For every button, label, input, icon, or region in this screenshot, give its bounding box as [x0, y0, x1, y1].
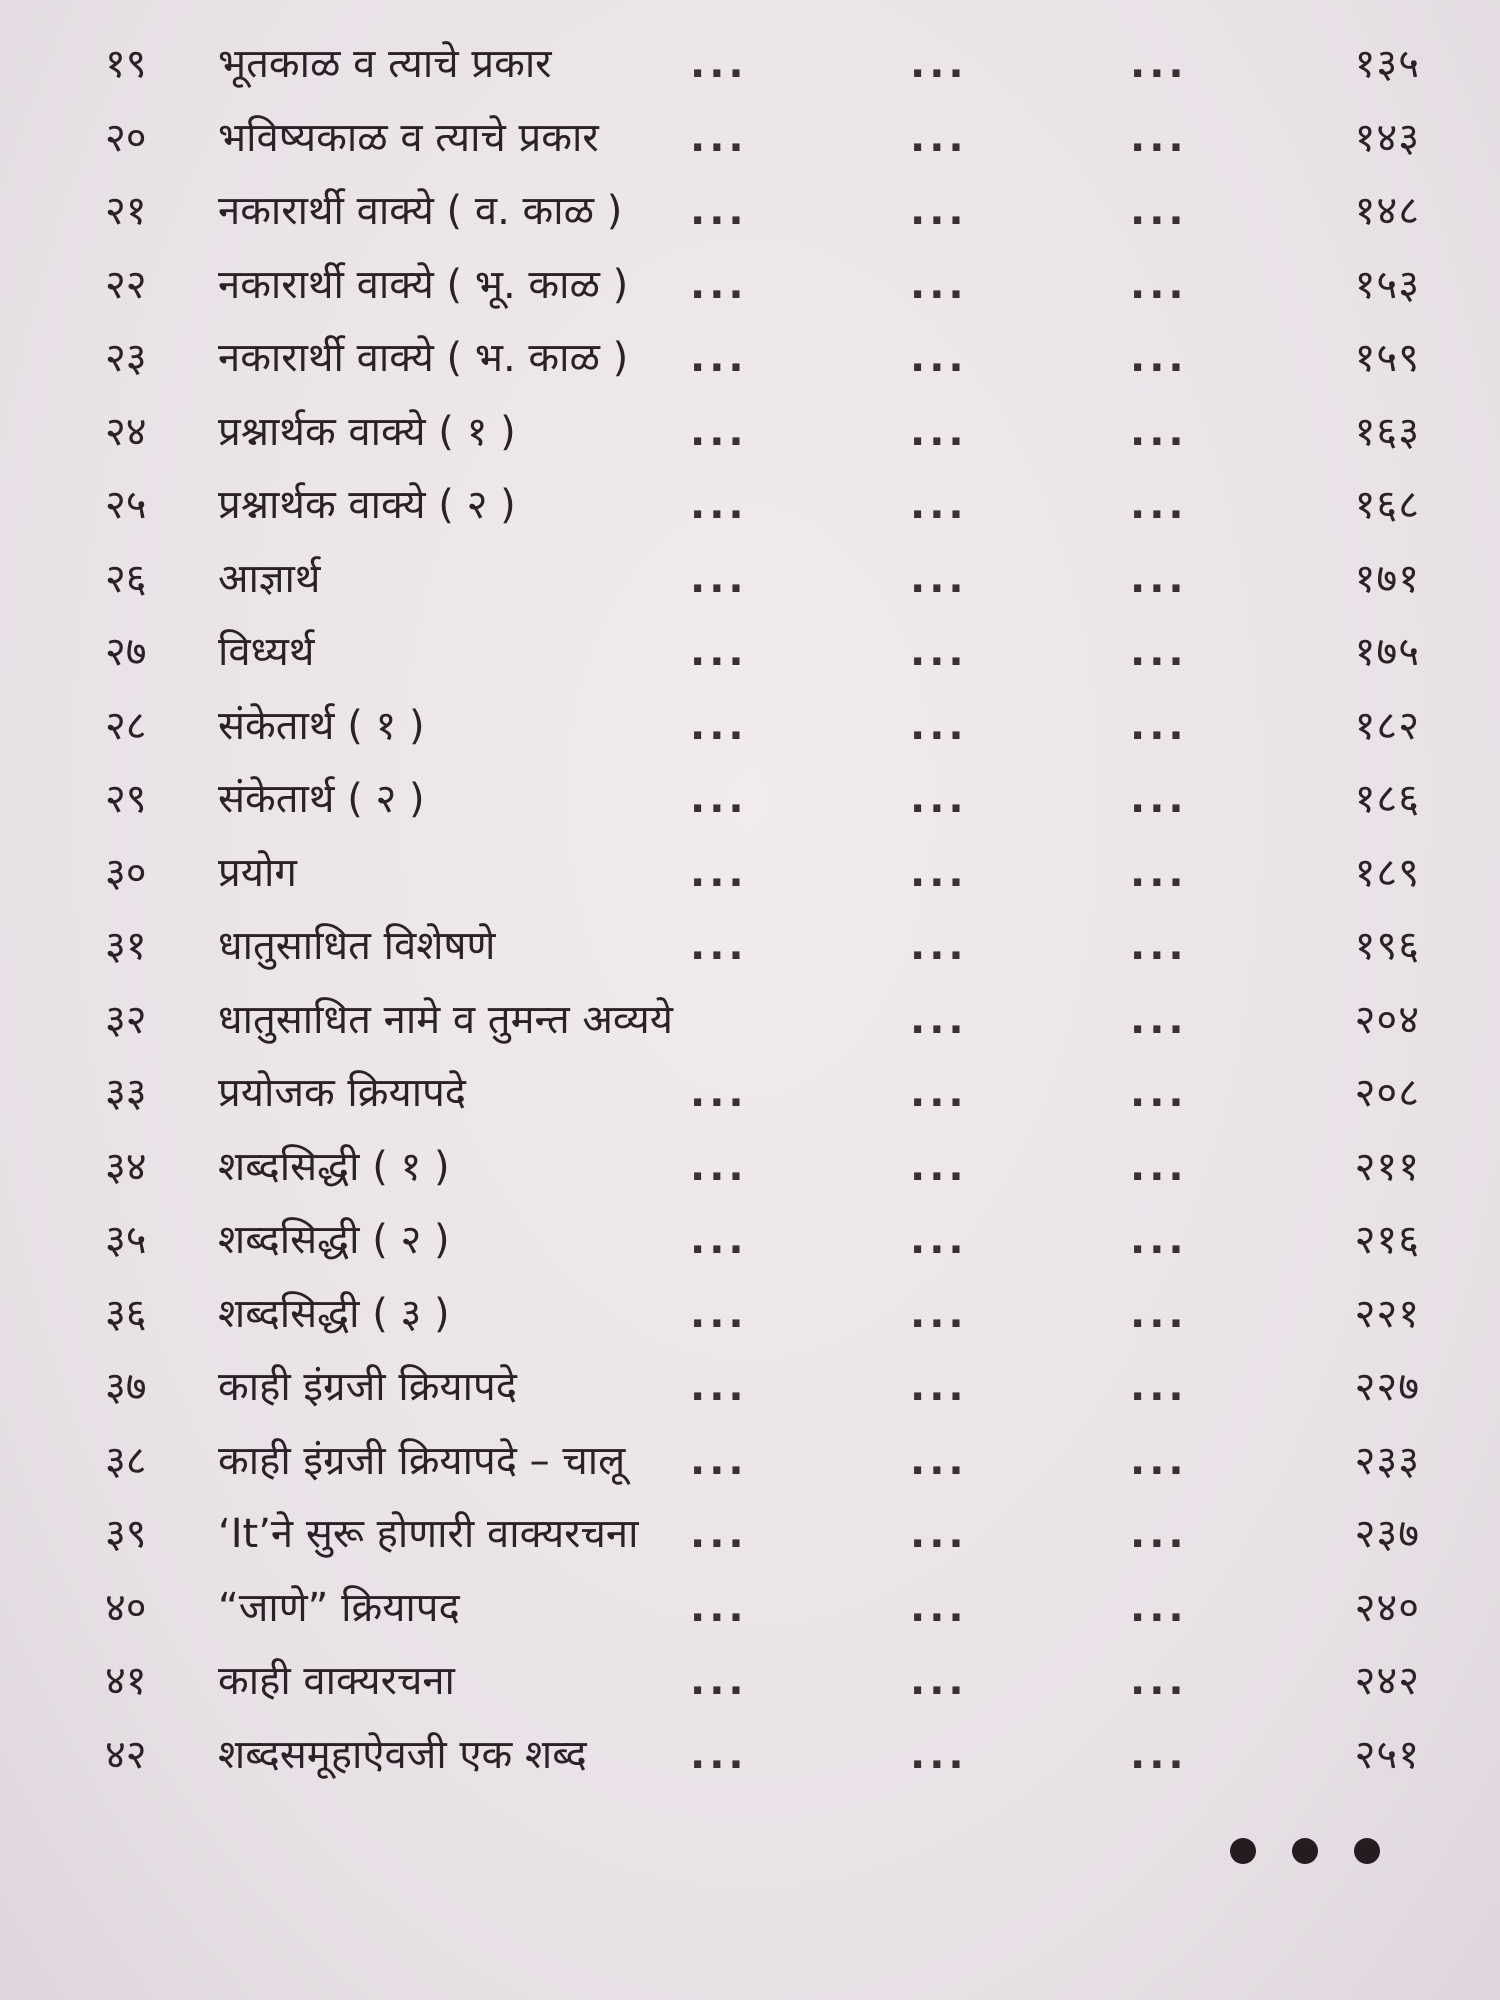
dot-leader: ... — [910, 1658, 968, 1704]
page-number: १६३ — [1354, 408, 1420, 455]
dot-leader: ... — [910, 41, 968, 87]
dot-leader: ... — [690, 114, 748, 161]
dot-leader: ... — [690, 1364, 748, 1410]
toc-entry — [90, 1057, 1420, 1131]
toc-entry — [90, 543, 1420, 617]
toc-entry — [90, 1425, 1420, 1499]
toc-entry — [90, 690, 1420, 764]
dot-leader: ... — [690, 482, 748, 528]
chapter-title: “जाणे” क्रियापद — [218, 1584, 460, 1631]
toc-entry — [90, 396, 1420, 470]
dot-leader: ... — [1130, 335, 1188, 381]
dot-leader: ... — [690, 41, 748, 87]
dot-leader: ... — [910, 114, 968, 161]
chapter-number: २५ — [105, 482, 147, 528]
toc-entry — [90, 469, 1420, 543]
dot-leader: ... — [1130, 776, 1188, 822]
chapter-number: ३८ — [105, 1437, 147, 1484]
dot-leader: ... — [1130, 1511, 1188, 1557]
dot-leader: ... — [1130, 114, 1188, 161]
dot-leader: ... — [910, 1290, 968, 1337]
toc-entry — [90, 910, 1420, 984]
dot-leader: ... — [1130, 1364, 1188, 1410]
dot-leader: ... — [690, 1290, 748, 1337]
chapter-number: ३१ — [105, 923, 147, 969]
page-number: १४८ — [1354, 188, 1420, 234]
chapter-number: २० — [105, 114, 147, 161]
dot-leader: ... — [690, 776, 748, 822]
dot-leader: ... — [690, 1658, 748, 1704]
dot-leader: ... — [1130, 1437, 1188, 1484]
toc-entry — [90, 1645, 1420, 1719]
chapter-number: १९ — [105, 41, 147, 87]
page-number: १५९ — [1354, 335, 1420, 381]
dot-leader: ... — [910, 408, 968, 455]
dot-leader: ... — [690, 555, 748, 602]
dot-leader: ... — [1130, 923, 1188, 969]
chapter-number: २३ — [105, 335, 147, 381]
dot-leader: ... — [1130, 41, 1188, 87]
dot-leader: ... — [910, 1364, 968, 1410]
chapter-number: ३४ — [105, 1143, 147, 1190]
dot-leader: ... — [1130, 1217, 1188, 1263]
chapter-title: प्रयोजक क्रियापदे — [218, 1070, 467, 1116]
page-number: २५१ — [1354, 1731, 1420, 1778]
dot-leader: ... — [690, 1217, 748, 1263]
page-number: २११ — [1354, 1143, 1420, 1190]
toc-entry — [90, 1719, 1420, 1793]
dot-leader: ... — [910, 923, 968, 969]
chapter-number: २९ — [105, 776, 147, 822]
toc-entry — [90, 763, 1420, 837]
page-number: १८६ — [1354, 776, 1420, 822]
chapter-title: भविष्यकाळ व त्याचे प्रकार — [218, 114, 599, 161]
dot-leader: ... — [1130, 188, 1188, 234]
chapter-title: धातुसाधित विशेषणे — [218, 923, 496, 969]
page-number: २३३ — [1354, 1437, 1420, 1484]
dot-leader: ... — [910, 1217, 968, 1263]
dot-leader: ... — [690, 1731, 748, 1778]
dot-leader: ... — [690, 849, 748, 896]
chapter-number: ४२ — [105, 1731, 147, 1778]
page-number: १७१ — [1354, 555, 1420, 602]
dot-leader: ... — [910, 1584, 968, 1631]
end-ornament — [1220, 1828, 1400, 1868]
page-number: २४२ — [1354, 1658, 1420, 1704]
toc-entry — [90, 1572, 1420, 1646]
page-number: १८२ — [1354, 702, 1420, 749]
dot-leader: ... — [910, 335, 968, 381]
chapter-number: ३५ — [105, 1217, 147, 1263]
toc-entry — [90, 1498, 1420, 1572]
dot-leader: ... — [910, 629, 968, 675]
dot-leader: ... — [1130, 1143, 1188, 1190]
chapter-title: संकेतार्थ ( २ ) — [218, 776, 425, 822]
toc-entry — [90, 1204, 1420, 1278]
dot-leader: ... — [1130, 629, 1188, 675]
chapter-title: भूतकाळ व त्याचे प्रकार — [218, 41, 552, 87]
page-number: १९६ — [1354, 923, 1420, 969]
toc-entry — [90, 984, 1420, 1058]
chapter-number: २६ — [105, 555, 147, 602]
dot-leader: ... — [690, 1511, 748, 1557]
page-number: २०८ — [1354, 1070, 1420, 1116]
dot-leader: ... — [690, 335, 748, 381]
dot-leader: ... — [910, 1511, 968, 1557]
page-number: १६८ — [1354, 482, 1420, 528]
chapter-number: २८ — [105, 702, 147, 749]
chapter-number: २७ — [105, 629, 147, 675]
dot-leader: ... — [690, 1143, 748, 1190]
dot-leader: ... — [1130, 849, 1188, 896]
page-number: १३५ — [1354, 41, 1420, 87]
chapter-number: ४० — [105, 1584, 147, 1631]
page-number: २३७ — [1354, 1511, 1420, 1557]
dot-leader: ... — [690, 1070, 748, 1116]
chapter-title: नकारार्थी वाक्ये ( भ. काळ ) — [218, 335, 629, 381]
dot-leader: ... — [910, 261, 968, 308]
dot-leader: ... — [910, 1731, 968, 1778]
dot-leader: ... — [1130, 1584, 1188, 1631]
page-number: २२७ — [1354, 1364, 1420, 1410]
page-number: २२१ — [1354, 1290, 1420, 1337]
dot-leader: ... — [910, 555, 968, 602]
chapter-number: ३६ — [105, 1290, 147, 1337]
dot-leader: ... — [690, 261, 748, 308]
dot-leader: ... — [1130, 1070, 1188, 1116]
toc-entry — [90, 102, 1420, 176]
chapter-number: ३२ — [105, 996, 147, 1043]
chapter-number: ३३ — [105, 1070, 147, 1116]
dot-leader: ... — [910, 1070, 968, 1116]
chapter-title: काही इंग्रजी क्रियापदे – चालू — [218, 1437, 626, 1484]
page-number: २१६ — [1354, 1217, 1420, 1263]
chapter-title: काही वाक्यरचना — [218, 1658, 455, 1704]
chapter-number: ४१ — [105, 1658, 147, 1704]
dot-leader: ... — [1130, 408, 1188, 455]
chapter-number: ३७ — [105, 1364, 147, 1410]
dot-leader: ... — [1130, 702, 1188, 749]
toc-entry — [90, 1351, 1420, 1425]
chapter-number: २४ — [105, 408, 147, 455]
dot-leader: ... — [1130, 482, 1188, 528]
chapter-title: आज्ञार्थ — [218, 555, 321, 602]
ornament-dot — [1354, 1838, 1380, 1864]
dot-leader: ... — [690, 923, 748, 969]
toc-entry — [90, 175, 1420, 249]
page-number: १५३ — [1354, 261, 1420, 308]
dot-leader: ... — [910, 996, 968, 1043]
chapter-title: प्रयोग — [218, 849, 297, 896]
dot-leader: ... — [910, 849, 968, 896]
ornament-dot — [1292, 1838, 1318, 1864]
chapter-title: शब्दसिद्धी ( २ ) — [218, 1217, 450, 1263]
chapter-title: शब्दसमूहाऐवजी एक शब्द — [218, 1731, 587, 1778]
dot-leader: ... — [1130, 555, 1188, 602]
dot-leader: ... — [1130, 1731, 1188, 1778]
chapter-number: ३९ — [105, 1511, 147, 1557]
chapter-title: प्रश्नार्थक वाक्ये ( १ ) — [218, 408, 516, 455]
dot-leader: ... — [910, 776, 968, 822]
dot-leader: ... — [910, 702, 968, 749]
toc-entry — [90, 1278, 1420, 1352]
chapter-title: नकारार्थी वाक्ये ( भू. काळ ) — [218, 261, 629, 308]
ornament-dot — [1230, 1838, 1256, 1864]
chapter-title: विध्यर्थ — [218, 629, 315, 675]
toc-entry — [90, 837, 1420, 911]
toc-entry — [90, 616, 1420, 690]
dot-leader: ... — [690, 408, 748, 455]
chapter-title: संकेतार्थ ( १ ) — [218, 702, 425, 749]
chapter-title: शब्दसिद्धी ( १ ) — [218, 1143, 450, 1190]
chapter-number: २२ — [105, 261, 147, 308]
dot-leader: ... — [1130, 996, 1188, 1043]
dot-leader: ... — [1130, 1658, 1188, 1704]
page-number: १७५ — [1354, 629, 1420, 675]
dot-leader: ... — [910, 188, 968, 234]
chapter-title: नकारार्थी वाक्ये ( व. काळ ) — [218, 188, 623, 234]
dot-leader: ... — [690, 188, 748, 234]
dot-leader: ... — [690, 1584, 748, 1631]
chapter-title: धातुसाधित नामे व तुमन्त अव्यये — [218, 996, 673, 1043]
chapter-number: ३० — [105, 849, 147, 896]
chapter-title: काही इंग्रजी क्रियापदे — [218, 1364, 517, 1410]
page-number: २४० — [1354, 1584, 1420, 1631]
table-of-contents — [90, 28, 1420, 1792]
toc-entry — [90, 1131, 1420, 1205]
dot-leader: ... — [910, 482, 968, 528]
chapter-title: प्रश्नार्थक वाक्ये ( २ ) — [218, 482, 516, 528]
dot-leader: ... — [690, 1437, 748, 1484]
dot-leader: ... — [1130, 1290, 1188, 1337]
chapter-title: ‘It’ने सुरू होणारी वाक्यरचना — [218, 1511, 639, 1557]
dot-leader: ... — [690, 629, 748, 675]
dot-leader: ... — [690, 702, 748, 749]
page-number: १४३ — [1354, 114, 1420, 161]
dot-leader: ... — [1130, 261, 1188, 308]
page-number: २०४ — [1354, 996, 1420, 1043]
dot-leader: ... — [910, 1143, 968, 1190]
toc-entry — [90, 322, 1420, 396]
dot-leader: ... — [910, 1437, 968, 1484]
chapter-number: २१ — [105, 188, 147, 234]
toc-entry — [90, 28, 1420, 102]
page-number: १८९ — [1354, 849, 1420, 896]
toc-entry — [90, 249, 1420, 323]
chapter-title: शब्दसिद्धी ( ३ ) — [218, 1290, 450, 1337]
